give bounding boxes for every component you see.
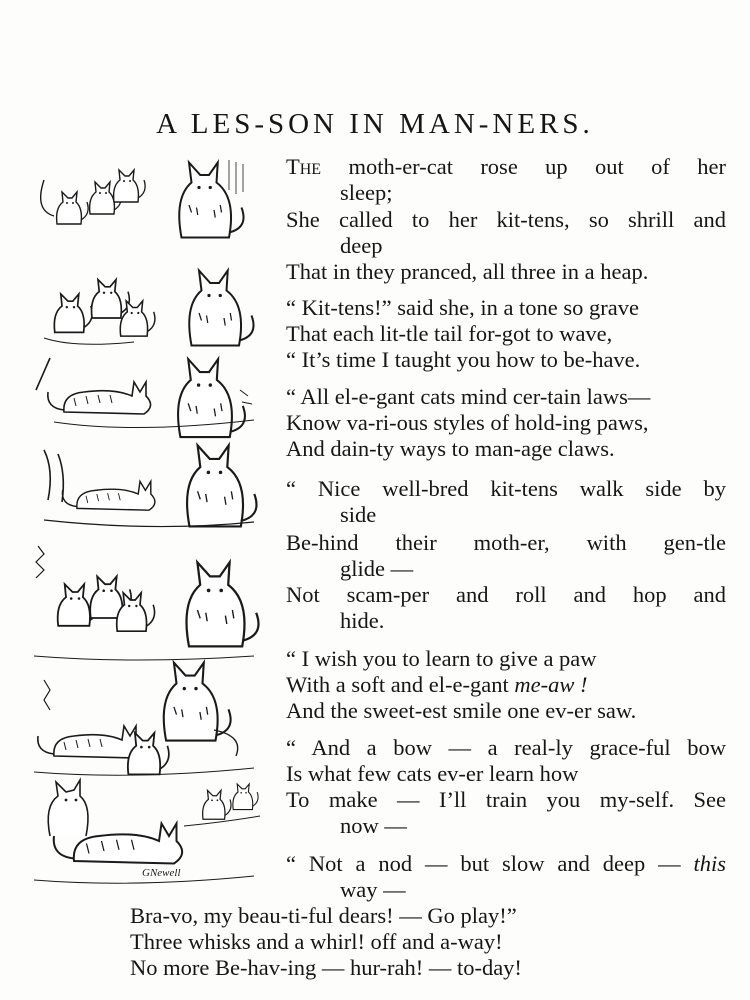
poem-line: “ I wish you to learn to give a paw: [286, 646, 597, 671]
poem-line: That in they pranced, all three in a heap.: [286, 259, 649, 284]
poem-line-continuation: way —: [340, 877, 406, 902]
poem-line: The moth-er-cat rose up out of her: [286, 154, 727, 179]
poem-line: And the sweet-est smile one ev-er saw.: [286, 698, 637, 723]
poem-line: That each lit-tle tail for-got to wave,: [286, 321, 613, 346]
poem-line: “ It’s time I taught you how to be-have.: [286, 347, 641, 372]
poem-line: Not scam-per and roll and hop and: [286, 582, 726, 607]
poem-line: Know va-ri-ous styles of hold-ing paws,: [286, 410, 649, 435]
poem-line-continuation: hide.: [340, 608, 385, 633]
poem-line: Be-hind their moth-er, with gen-tle: [286, 530, 726, 555]
poem-line: With a soft and el-e-gant me-aw !: [286, 672, 588, 697]
poem-line: “ All el-e-gant cats mind cer-tain laws—: [286, 384, 651, 409]
poem-line: She called to her kit-tens, so shrill and: [286, 207, 726, 232]
poem-line-continuation: deep: [340, 233, 383, 258]
poem-line: And dain-ty ways to man-age claws.: [286, 436, 615, 461]
poem-line: Is what few cats ev-er learn how: [286, 761, 579, 786]
poem-line: No more Be-hav-ing — hur-rah! — to-day!: [130, 955, 522, 980]
poem-line: Three whisks and a whirl! off and a-way!: [130, 929, 503, 954]
poem-line: Bra-vo, my beau-ti-ful dears! — Go play!”: [130, 903, 517, 928]
emphasized-word: me-aw !: [514, 672, 588, 697]
poem-line-continuation: side: [340, 502, 377, 527]
poem-line-continuation: now —: [340, 813, 407, 838]
poem-line-continuation: glide —: [340, 556, 414, 581]
poem-line: To make — I’ll train you my-self. See: [286, 787, 726, 812]
page-title: A LES-SON IN MAN-NERS.: [156, 108, 594, 140]
poem-line: “ Not a nod — but slow and deep — this: [286, 851, 726, 876]
poem-line: “ Kit-tens!” said she, in a tone so grave: [286, 295, 640, 320]
emphasized-word: this: [693, 851, 726, 876]
poem-line: “ And a bow — a real-ly grace-ful bow: [286, 735, 726, 760]
poem-line-continuation: sleep;: [340, 180, 393, 205]
opening-word: The: [286, 154, 322, 179]
poem-line: “ Nice well-bred kit-tens walk side by: [286, 476, 726, 501]
artist-signature: GNewell: [142, 867, 181, 879]
